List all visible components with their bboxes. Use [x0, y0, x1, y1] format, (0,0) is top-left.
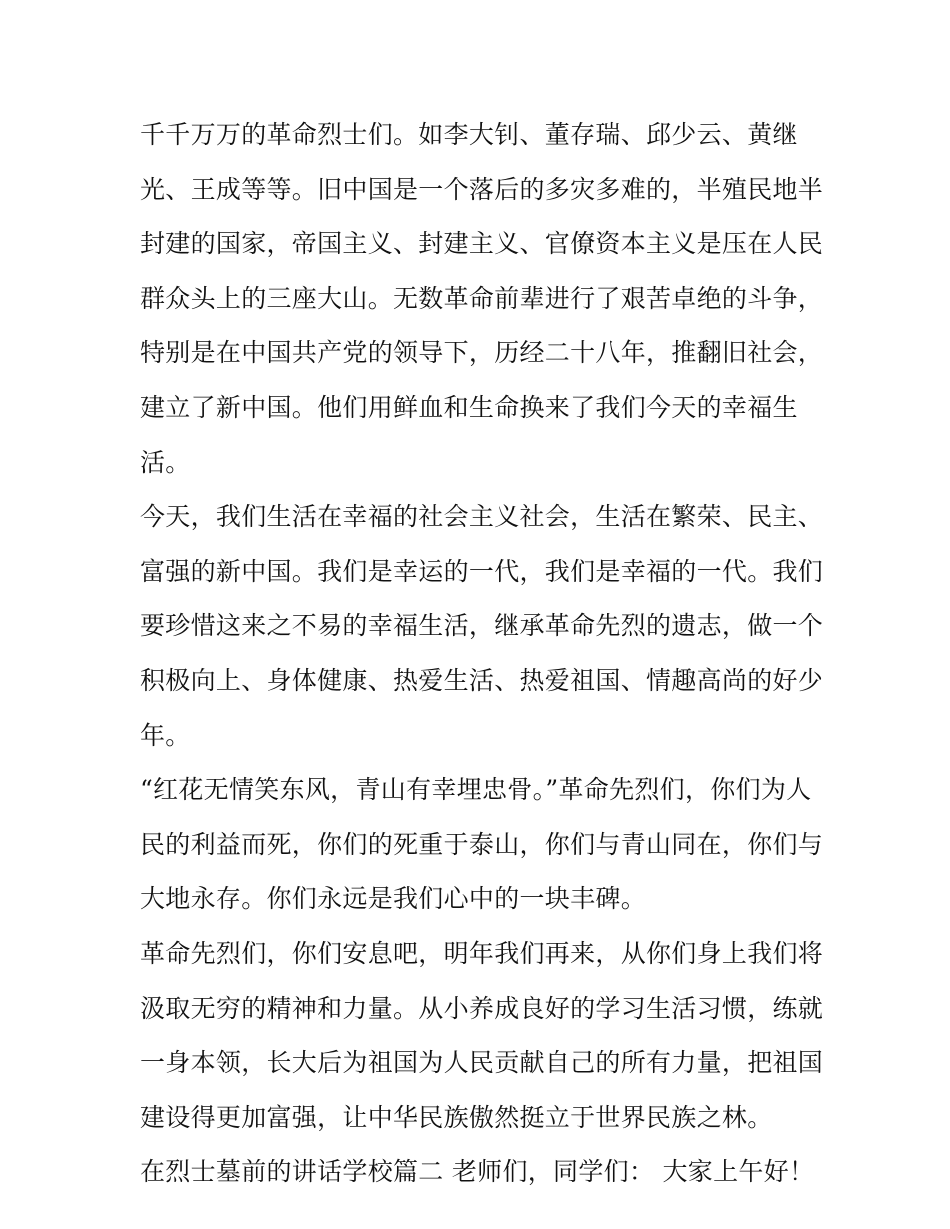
text-line: 建立了新中国。他们用鲜血和生命换来了我们今天的幸福生 [140, 392, 798, 422]
text-line: 民的利益而死，你们的死重于泰山，你们与青山同在，你们与 [140, 829, 824, 859]
text-line: 光、王成等等。旧中国是一个落后的多灾多难的，半殖民地半 [140, 174, 824, 204]
text-line: “红花无情笑东风，青山有幸埋忠骨。”革命先烈们，你们为人 [140, 775, 812, 805]
text-line: 千千万万的革命烈士们。如李大钊、董存瑞、邱少云、黄继 [140, 120, 798, 149]
text-line: 大地永存。你们永远是我们心中的一块丰碑。 [140, 884, 647, 914]
text-line: 汲取无穷的精神和力量。从小养成良好的学习生活习惯，练就 [140, 993, 824, 1023]
text-line: 积极向上、身体健康、热爱生活、热爱祖国、情趣高尚的好少 [140, 665, 824, 695]
text-line: 在烈士墓前的讲话学校篇二 老师们，同学们： 大家上午好！ [140, 1157, 815, 1187]
text-line: 富强的新中国。我们是幸运的一代，我们是幸福的一代。我们 [140, 556, 824, 586]
text-line: 群众头上的三座大山。无数革命前辈进行了艰苦卓绝的斗争， [140, 283, 824, 313]
text-line: 今天，我们生活在幸福的社会主义社会，生活在繁荣、民主、 [140, 502, 824, 532]
text-line: 年。 [140, 720, 191, 750]
text-line: 一身本领，长大后为祖国为人民贡献自己的所有力量，把祖国 [140, 1048, 824, 1078]
text-line: 建设得更加富强，让中华民族傲然挺立于世界民族之林。 [140, 1102, 773, 1132]
text-line: 活。 [140, 447, 191, 477]
text-line: 要珍惜这来之不易的幸福生活，继承革命先烈的遗志，做一个 [140, 611, 824, 641]
text-line: 封建的国家，帝国主义、封建主义、官僚资本主义是压在人民 [140, 229, 824, 259]
text-line: 革命先烈们，你们安息吧，明年我们再来，从你们身上我们将 [140, 938, 824, 968]
text-line: 特别是在中国共产党的领导下，历经二十八年，推翻旧社会， [140, 338, 824, 368]
document-body [140, 108, 824, 1200]
